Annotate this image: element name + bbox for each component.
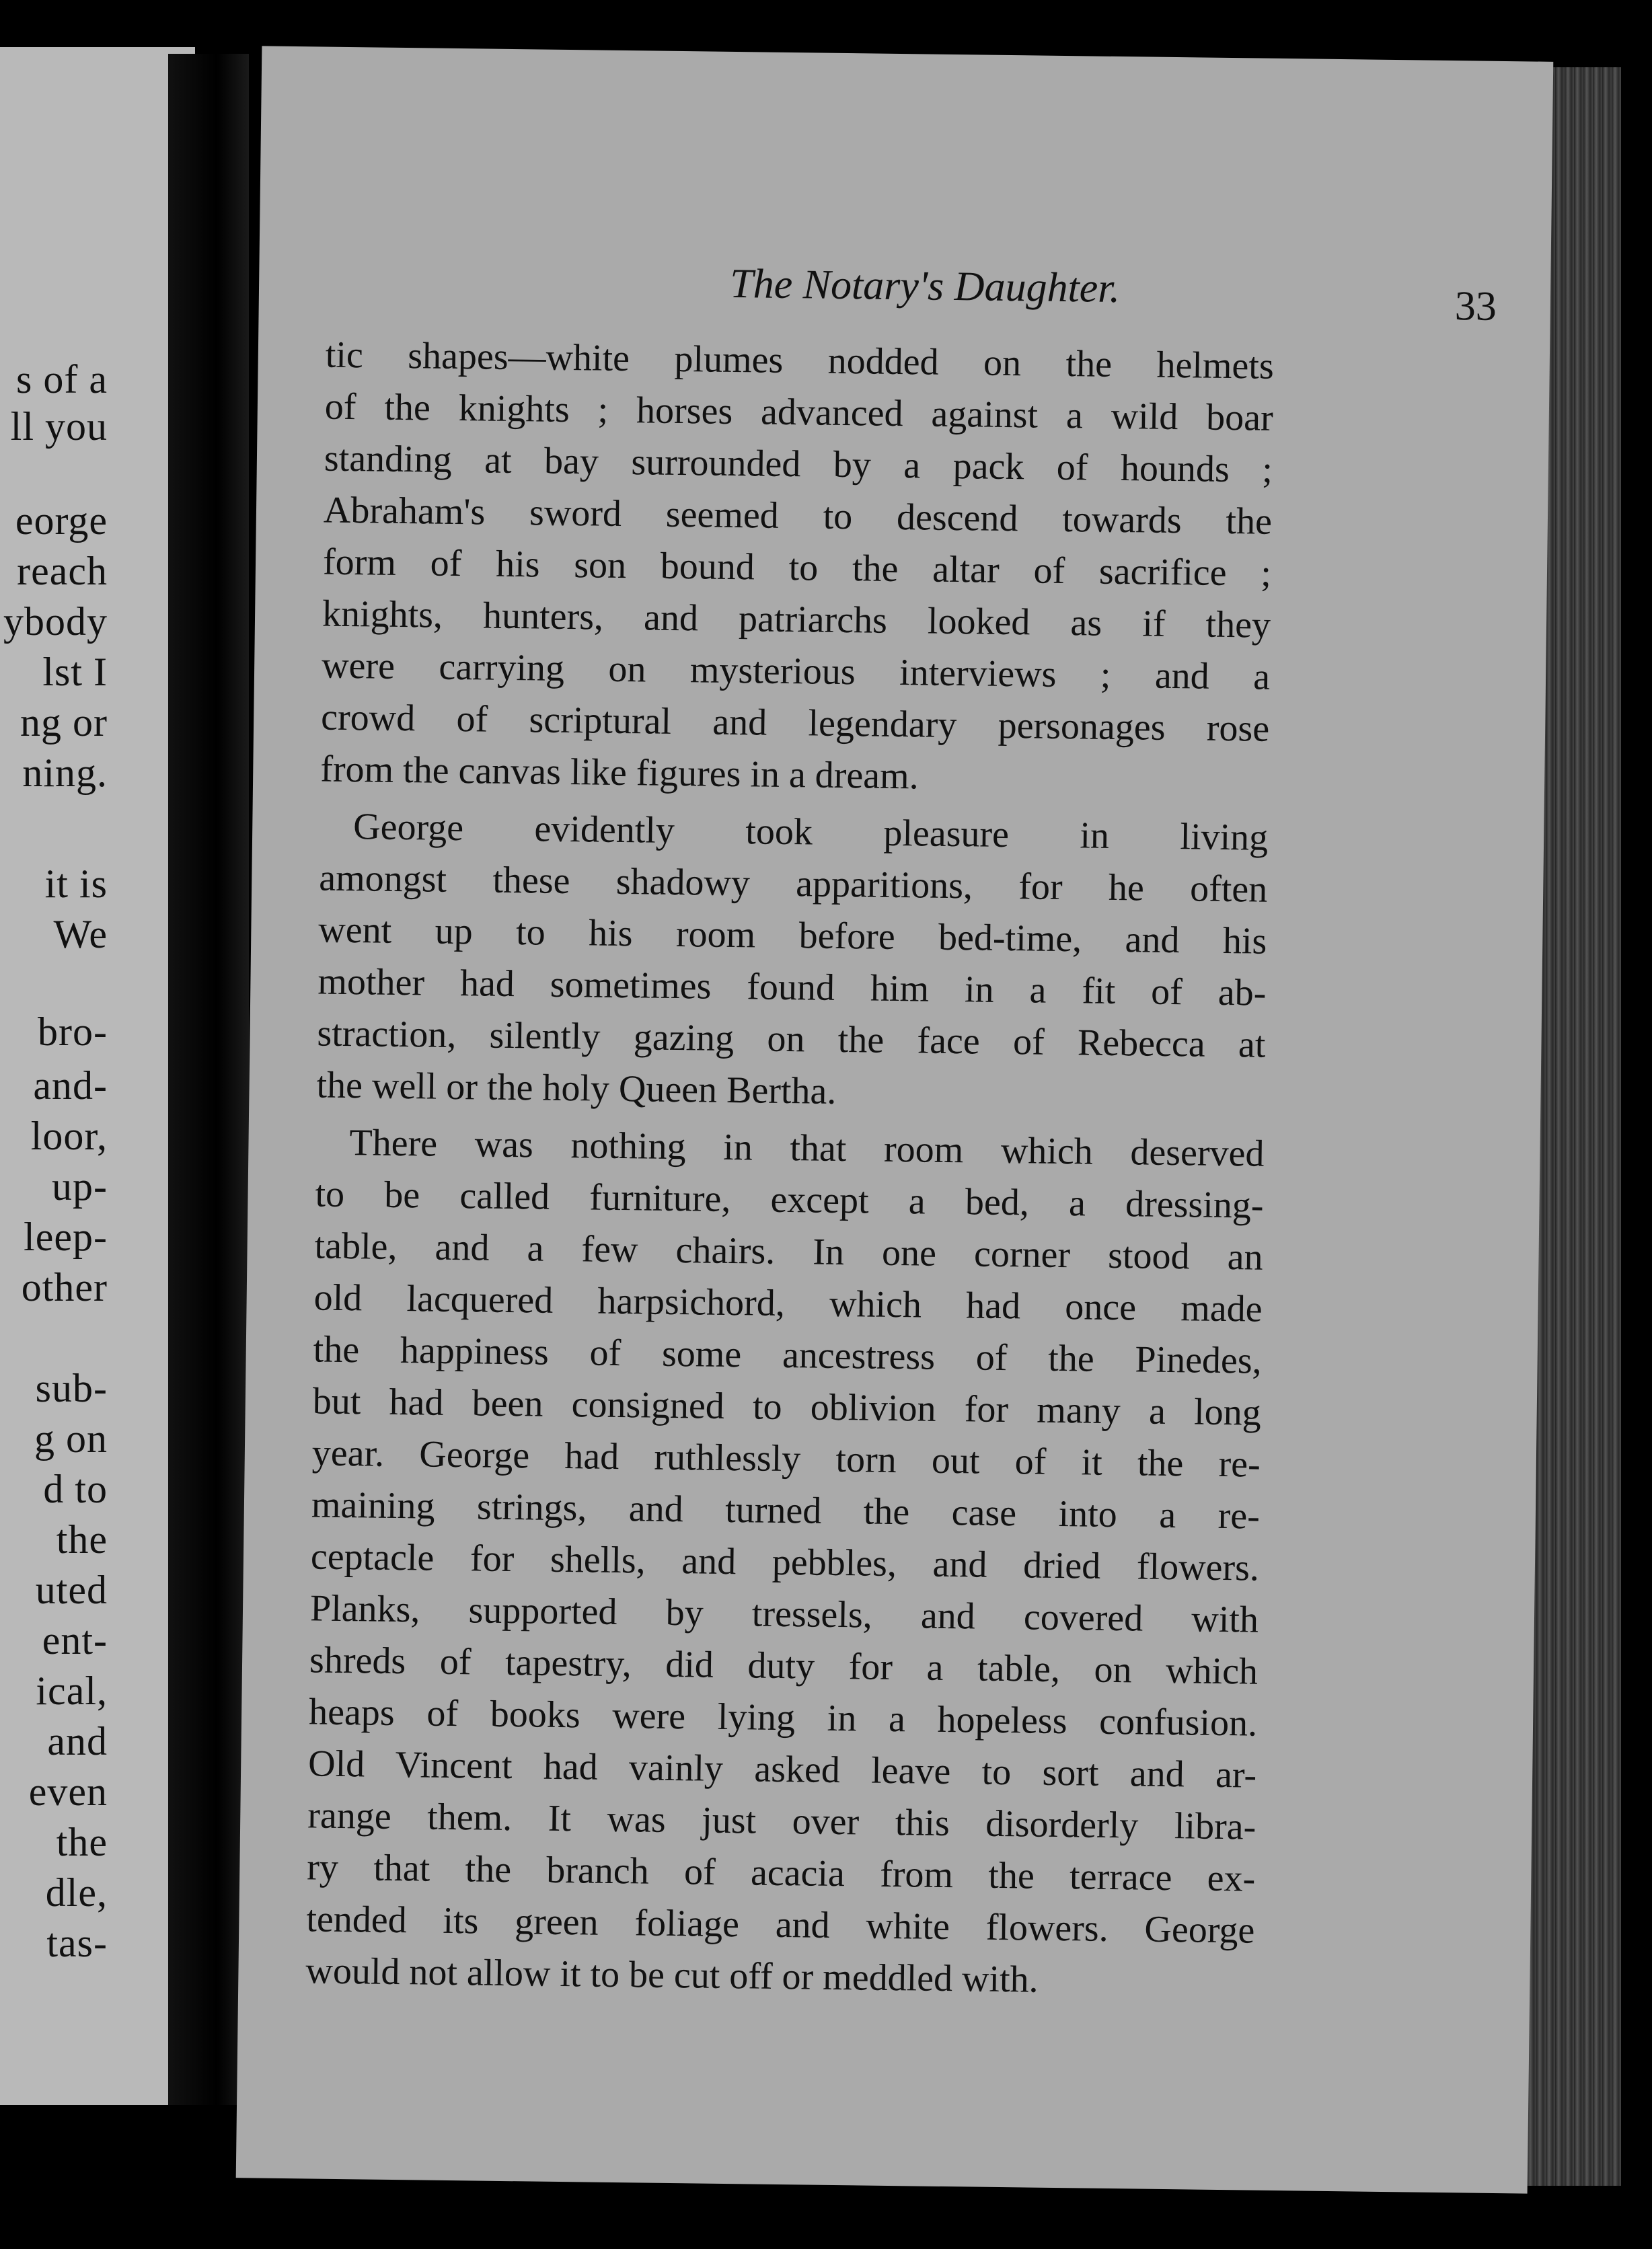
text-line: Abraham's sword seemed to descend towards the xyxy=(323,489,1273,543)
previous-page-line: ybody xyxy=(3,599,108,644)
previous-page-line: ng or xyxy=(20,700,108,745)
text-line: amongst these shadowy apparitions, for he often xyxy=(318,857,1268,911)
running-head: The Notary's Daughter. xyxy=(729,260,1121,311)
previous-page-line: uted xyxy=(35,1568,108,1612)
previous-page-fragment xyxy=(0,47,195,2105)
text-line: were carrying on mysterious interviews ; and a xyxy=(321,644,1271,698)
book-gutter xyxy=(168,54,249,2105)
text-line: year. George had ruthlessly torn out of it the re- xyxy=(311,1432,1261,1486)
text-line: but had been consigned to oblivion for many a long xyxy=(312,1380,1262,1434)
previous-page-text xyxy=(0,47,195,2105)
text-line: tic shapes—white plumes nodded on the helmets xyxy=(325,334,1275,387)
text-line: table, and a few chairs. In one corner stood an xyxy=(314,1225,1263,1279)
text-line: crowd of scriptural and legendary personages rose xyxy=(320,696,1270,750)
text-line: straction, silently gazing on the face of Rebecca at xyxy=(317,1012,1266,1066)
paragraph xyxy=(320,330,1274,807)
text-line: mother had sometimes found him in a fit of ab- xyxy=(317,960,1267,1014)
previous-page-line: even xyxy=(28,1769,108,1814)
previous-page-line: other xyxy=(21,1265,108,1309)
previous-page-line: it is xyxy=(44,862,108,906)
text-line: knights, hunters, and patriarchs looked as if they xyxy=(322,593,1271,646)
paragraph xyxy=(316,801,1269,1123)
page-number: 33 xyxy=(1454,283,1497,330)
text-line: Old Vincent had vainly asked leave to sort and ar- xyxy=(307,1743,1257,1796)
previous-page-line: lst I xyxy=(42,650,108,694)
previous-page-line: ical, xyxy=(36,1669,108,1713)
text-line: tended its green foliage and white flowers. George xyxy=(306,1898,1255,1952)
previous-page-line: dle, xyxy=(45,1870,108,1915)
previous-page-line: leep- xyxy=(24,1215,108,1259)
text-line: ry that the branch of acacia from the terrace ex- xyxy=(306,1846,1256,1900)
previous-page-line: d to xyxy=(43,1467,108,1511)
text-line: George evidently took pleasure in living xyxy=(352,806,1269,859)
text-line: There was nothing in that room which deserved xyxy=(349,1122,1265,1175)
text-line: ceptacle for shells, and pebbles, and dried flowers. xyxy=(310,1535,1260,1589)
previous-page-line: up- xyxy=(52,1164,108,1209)
previous-page-line: reach xyxy=(17,549,108,593)
book-page xyxy=(236,46,1554,2193)
previous-page-line: eorge xyxy=(15,498,108,543)
previous-page-line: bro- xyxy=(38,1009,108,1054)
previous-page-line: loor, xyxy=(30,1114,108,1158)
text-line: the well or the holy Queen Bertha. xyxy=(316,1064,837,1112)
text-line: to be called furniture, except a bed, a dressing- xyxy=(315,1173,1264,1227)
previous-page-line: the xyxy=(56,1820,108,1864)
text-line: would not allow it to be cut off or meddled with. xyxy=(305,1950,1039,2001)
text-line: from the canvas like figures in a dream. xyxy=(320,748,919,798)
text-line: range them. It was just over this disorderly libra- xyxy=(307,1794,1256,1848)
previous-page-line: and xyxy=(47,1719,108,1763)
previous-page-line: g on xyxy=(34,1416,108,1461)
body-text xyxy=(305,330,1274,2009)
previous-page-line: the xyxy=(56,1517,108,1562)
previous-page-line: sub- xyxy=(35,1366,108,1410)
previous-page-line: ent- xyxy=(42,1618,108,1663)
text-line: old lacquered harpsichord, which had once made xyxy=(313,1276,1263,1330)
text-line: the happiness of some ancestress of the Pinedes, xyxy=(313,1328,1263,1382)
text-line: went up to his room before bed-time, and his xyxy=(318,909,1267,962)
text-line: shreds of tapestry, did duty for a table, on which xyxy=(309,1639,1259,1693)
text-line: heaps of books were lying in a hopeless confusion. xyxy=(308,1691,1258,1745)
text-line: Planks, supported by tressels, and covered with xyxy=(309,1587,1259,1641)
previous-page-line: s of a xyxy=(16,357,108,402)
previous-page-line: We xyxy=(53,912,108,956)
previous-page-line: ll you xyxy=(10,404,108,449)
text-line: of the knights ; horses advanced against a wild boar xyxy=(324,385,1274,439)
text-line: form of his son bound to the altar of sacrifice ; xyxy=(322,541,1272,595)
previous-page-line: ning. xyxy=(22,751,108,795)
previous-page-line: tas- xyxy=(46,1921,108,1965)
previous-page-line: and- xyxy=(33,1063,108,1108)
text-line: standing at bay surrounded by a pack of hounds ; xyxy=(324,437,1273,491)
paragraph xyxy=(305,1116,1265,2008)
text-line: maining strings, and turned the case into a re- xyxy=(311,1484,1261,1537)
